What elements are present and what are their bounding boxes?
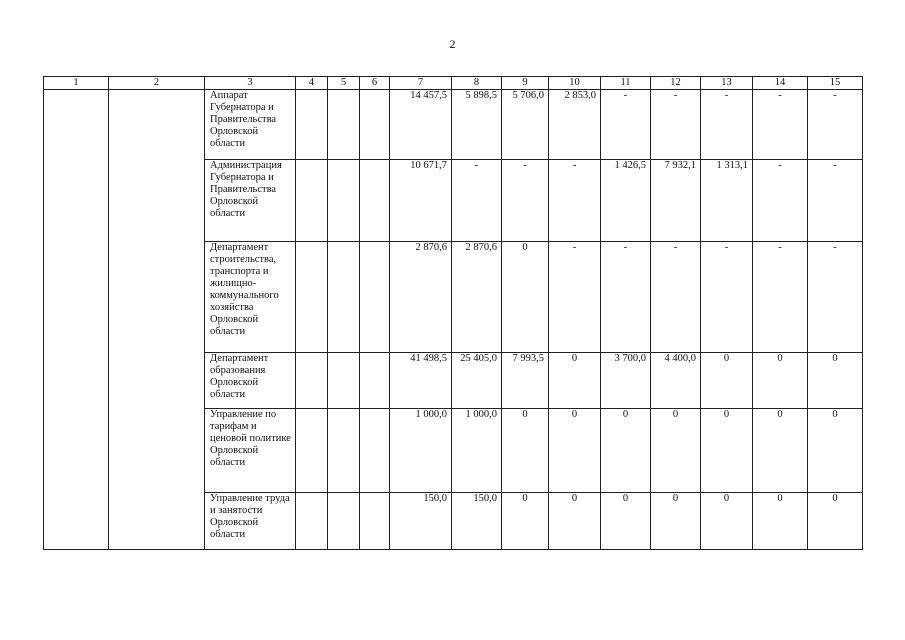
value-col-8: 25 405,0 xyxy=(452,353,502,409)
empty-cell-col-4 xyxy=(296,90,328,160)
value-col-15: 0 xyxy=(808,353,863,409)
column-header-11: 11 xyxy=(601,77,651,90)
empty-cell-col-5 xyxy=(328,353,360,409)
value-col-13: - xyxy=(701,90,753,160)
empty-cell-col-4 xyxy=(296,242,328,353)
value-col-11: - xyxy=(601,242,651,353)
value-col-11: 3 700,0 xyxy=(601,353,651,409)
value-col-11: 0 xyxy=(601,409,651,493)
empty-cell-col-6 xyxy=(360,409,390,493)
value-col-8: 5 898,5 xyxy=(452,90,502,160)
value-col-12: 0 xyxy=(651,493,701,550)
value-col-7: 2 870,6 xyxy=(390,242,452,353)
column-header-3: 3 xyxy=(205,77,296,90)
col-2-cell xyxy=(109,90,205,550)
empty-cell-col-5 xyxy=(328,90,360,160)
value-col-15: - xyxy=(808,242,863,353)
column-header-7: 7 xyxy=(390,77,452,90)
value-col-13: 1 313,1 xyxy=(701,160,753,242)
value-col-10: - xyxy=(549,242,601,353)
value-col-12: - xyxy=(651,242,701,353)
value-col-12: 4 400,0 xyxy=(651,353,701,409)
empty-cell-col-6 xyxy=(360,242,390,353)
empty-cell-col-4 xyxy=(296,493,328,550)
value-col-12: 0 xyxy=(651,409,701,493)
empty-cell-col-5 xyxy=(328,242,360,353)
value-col-13: 0 xyxy=(701,493,753,550)
empty-cell-col-5 xyxy=(328,493,360,550)
value-col-7: 41 498,5 xyxy=(390,353,452,409)
value-col-10: 0 xyxy=(549,493,601,550)
organization-name: Департамент образования Орловской области xyxy=(205,353,296,409)
budget-table xyxy=(43,76,863,550)
value-col-14: - xyxy=(753,90,808,160)
value-col-9: 7 993,5 xyxy=(502,353,549,409)
value-col-11: 0 xyxy=(601,493,651,550)
value-col-10: 0 xyxy=(549,409,601,493)
column-header-8: 8 xyxy=(452,77,502,90)
value-col-10: 2 853,0 xyxy=(549,90,601,160)
value-col-9: 0 xyxy=(502,409,549,493)
value-col-14: 0 xyxy=(753,409,808,493)
value-col-7: 1 000,0 xyxy=(390,409,452,493)
value-col-12: - xyxy=(651,90,701,160)
empty-cell-col-4 xyxy=(296,409,328,493)
page-number: 2 xyxy=(449,37,456,51)
value-col-7: 10 671,7 xyxy=(390,160,452,242)
value-col-11: - xyxy=(601,90,651,160)
column-header-5: 5 xyxy=(328,77,360,90)
empty-cell-col-6 xyxy=(360,493,390,550)
value-col-14: 0 xyxy=(753,493,808,550)
column-header-2: 2 xyxy=(109,77,205,90)
value-col-15: 0 xyxy=(808,409,863,493)
value-col-13: 0 xyxy=(701,353,753,409)
empty-cell-col-4 xyxy=(296,353,328,409)
empty-cell-col-6 xyxy=(360,353,390,409)
value-col-11: 1 426,5 xyxy=(601,160,651,242)
value-col-14: - xyxy=(753,242,808,353)
column-header-6: 6 xyxy=(360,77,390,90)
table-row xyxy=(44,90,863,160)
empty-cell-col-6 xyxy=(360,90,390,160)
empty-cell-col-4 xyxy=(296,160,328,242)
empty-cell-col-5 xyxy=(328,160,360,242)
header-row xyxy=(44,77,863,90)
organization-name: Аппарат Губернатора и Правительства Орловской области xyxy=(205,90,296,160)
column-header-13: 13 xyxy=(701,77,753,90)
col-1-cell xyxy=(44,90,109,550)
column-header-15: 15 xyxy=(808,77,863,90)
value-col-10: - xyxy=(549,160,601,242)
value-col-8: - xyxy=(452,160,502,242)
value-col-15: - xyxy=(808,90,863,160)
value-col-10: 0 xyxy=(549,353,601,409)
column-header-12: 12 xyxy=(651,77,701,90)
value-col-9: 5 706,0 xyxy=(502,90,549,160)
value-col-8: 150,0 xyxy=(452,493,502,550)
value-col-9: - xyxy=(502,160,549,242)
value-col-8: 2 870,6 xyxy=(452,242,502,353)
value-col-9: 0 xyxy=(502,493,549,550)
empty-cell-col-5 xyxy=(328,409,360,493)
column-header-14: 14 xyxy=(753,77,808,90)
value-col-9: 0 xyxy=(502,242,549,353)
column-header-4: 4 xyxy=(296,77,328,90)
empty-cell-col-6 xyxy=(360,160,390,242)
value-col-12: 7 932,1 xyxy=(651,160,701,242)
organization-name: Управление по тарифам и ценовой политике Орловской области xyxy=(205,409,296,493)
organization-name: Департамент строительства, транспорта и жилищно-коммунального хозяйства Орловской области xyxy=(205,242,296,353)
column-header-1: 1 xyxy=(44,77,109,90)
column-header-10: 10 xyxy=(549,77,601,90)
value-col-14: 0 xyxy=(753,353,808,409)
value-col-15: - xyxy=(808,160,863,242)
value-col-14: - xyxy=(753,160,808,242)
value-col-13: - xyxy=(701,242,753,353)
organization-name: Администрация Губернатора и Правительства Орловской области xyxy=(205,160,296,242)
organization-name: Управление труда и занятости Орловской области xyxy=(205,493,296,550)
value-col-7: 150,0 xyxy=(390,493,452,550)
value-col-13: 0 xyxy=(701,409,753,493)
value-col-7: 14 457,5 xyxy=(390,90,452,160)
value-col-8: 1 000,0 xyxy=(452,409,502,493)
value-col-15: 0 xyxy=(808,493,863,550)
column-header-9: 9 xyxy=(502,77,549,90)
